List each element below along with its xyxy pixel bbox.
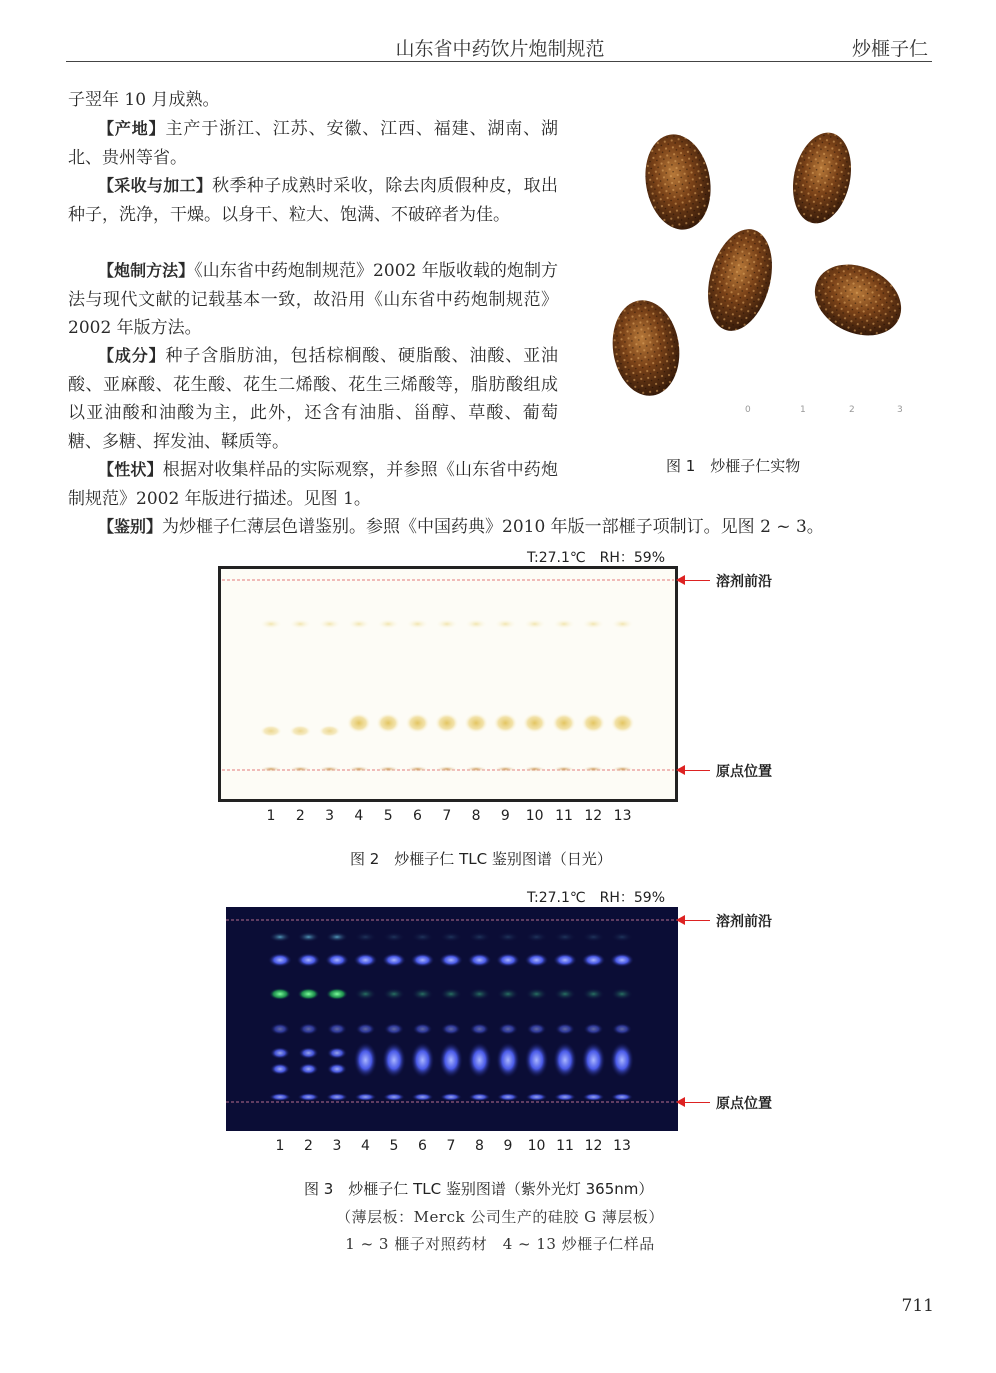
tlc-spot [383,988,405,1000]
tlc-spot [382,953,406,967]
tlc-spot [436,619,458,629]
components-label: 【成分】 [98,346,166,365]
tlc-spot [412,988,434,1000]
lane-number: 11 [556,1138,574,1154]
paragraph-identification [68,513,938,542]
tlc-spot [611,988,633,1000]
scale-label: 3 [897,405,903,415]
lane-number: 12 [584,1138,603,1154]
tlc-spot [612,1023,632,1035]
origin-arrow [678,1102,710,1103]
lane-number: 10 [525,808,544,824]
tlc-spot [610,953,634,967]
tlc-spot [470,1023,490,1035]
paragraph-origin [68,115,558,172]
tlc-spot [526,932,548,942]
tlc-spot [469,988,491,1000]
tlc-spot [411,1042,435,1078]
tlc-spot [582,766,604,772]
origin-arrow [678,770,710,771]
tlc-spot [326,932,348,942]
tlc-spot [413,1023,433,1035]
tlc-spot [583,932,605,942]
lane-number: 11 [555,808,573,824]
tlc-spot [554,988,576,1000]
tlc-spot [497,932,519,942]
lane-number: 6 [413,808,422,824]
tlc-spot [356,1023,376,1035]
tlc-spot [269,1093,291,1101]
tlc-spot [270,1063,290,1075]
harvest-text: 秋季种子成熟时采收，除去肉质假种皮，取出种子，洗净，干燥。以身干、粒大、饱满、不破碎者为佳。 [68,176,558,225]
tlc-spot [348,619,370,629]
method-text: 《山东省中药炮制规范》2002 年版收载的炮制方法与现代文献的记载基本一致，故沿用《山东省中药炮制规范》2002 年版方法。 [68,261,558,339]
tlc-spot [525,953,549,967]
lane-number: 4 [361,1138,370,1154]
figure2-tlc-plate-daylight [218,566,678,802]
tlc-spot [584,1023,604,1035]
tlc-spot [464,713,488,733]
tlc-spot [435,713,459,733]
lane-number: 8 [471,808,481,824]
identification-text: 为炒榧子仁薄层色谱鉴别。参照《中国药典》2010 年版一部榧子项制订。见图 2 ~ 3。 [162,517,824,537]
tlc-spot [260,619,282,629]
tlc-spot [407,619,429,629]
figure1-seeds-photo [600,110,920,430]
lane-number: 1 [275,1138,285,1154]
tlc-spot [269,988,291,1000]
components-text: 种子含脂肪油，包括棕榈酸、硬脂酸、油酸、亚油酸、亚麻酸、花生酸、花生二烯酸、花生三烯酸等，脂肪酸组成以亚油酸和油酸为主，此外，还含有油脂、甾醇、草酸、葡萄糖、多糖、挥发油、鞣质等。 [68,346,558,452]
lane-number: 13 [613,1138,631,1154]
tlc-spot [611,1093,633,1101]
tlc-spot [406,713,430,733]
tlc-spot [581,713,605,733]
lane-number: 1 [266,808,276,824]
tlc-spot [355,988,377,1000]
front-arrow [678,580,710,581]
lane-number: 3 [332,1138,342,1154]
tlc-spot [554,932,576,942]
identification-label: 【鉴别】 [98,517,163,536]
tlc-spot [496,953,520,967]
tlc-spot [383,1093,405,1101]
tlc-spot [354,953,378,967]
figure3-conditions: T:27.1℃ RH：59% [527,890,665,906]
tlc-spot [260,766,282,772]
figure3-origin-label: 原点位置 [716,1096,772,1112]
scale-label: 0 [745,405,751,415]
figure2-origin-label: 原点位置 [716,764,772,780]
running-header-section: 炒榧子仁 [851,38,928,60]
tlc-spot [407,766,429,772]
tlc-spot [582,953,606,967]
tlc-spot [498,1023,518,1035]
tlc-spot [465,619,487,629]
tlc-spot [582,1042,606,1078]
tlc-spot [325,953,349,967]
tlc-spot [439,1042,463,1078]
tlc-spot [610,1042,634,1078]
tlc-spot [436,766,458,772]
paragraph-harvest [68,172,558,229]
tlc-spot [494,766,516,772]
tlc-spot [319,619,341,629]
tlc-spot [270,1047,290,1059]
tlc-spot [494,619,516,629]
tlc-spot [523,713,547,733]
tlc-spot [553,1042,577,1078]
tlc-spot [268,953,292,967]
paragraph-method [68,257,558,343]
tlc-spot [496,1042,520,1078]
tlc-spot [469,1093,491,1101]
tlc-spot [412,932,434,942]
origin-label: 【产地】 [98,119,166,138]
tlc-spot [552,713,576,733]
tlc-spot [555,1023,575,1035]
tlc-spot [468,1042,492,1078]
tlc-spot [553,953,577,967]
tlc-spot [440,932,462,942]
tlc-spot [327,1063,347,1075]
lane-number: 13 [613,808,632,824]
character-text: 根据对收集样品的实际观察，并参照《山东省中药炮制规范》2002 年版进行描述。见图 1。 [68,460,558,509]
tlc-spot [299,1047,319,1059]
tlc-spot [524,619,546,629]
tlc-spot [354,1042,378,1078]
tlc-spot [497,1093,519,1101]
tlc-spot [289,766,311,772]
lane-number: 2 [295,808,305,824]
figure3-note-plate: （薄层板：Merck 公司生产的硅胶 G 薄层板） [336,1208,664,1226]
paragraph-components [68,342,558,456]
tlc-spot [583,1093,605,1101]
tlc-spot [441,1023,461,1035]
tlc-spot [465,766,487,772]
tlc-spot [299,1063,319,1075]
paragraph-character [68,456,558,513]
scale-label: 2 [849,405,855,415]
seed [607,296,686,400]
tlc-spot [298,988,320,1000]
front-arrow [678,920,710,921]
figure3-note-samples: 1 ~ 3 榧子对照药材 4 ~ 13 炒榧子仁样品 [345,1235,655,1253]
tlc-spot [289,725,311,737]
header-rule [66,61,932,62]
figure2-front-label: 溶剂前沿 [716,574,772,590]
seed [698,222,783,338]
tlc-spot [269,932,291,942]
tlc-spot [493,713,517,733]
lane-number: 6 [418,1138,427,1154]
tlc-spot [611,713,635,733]
tlc-spot [260,725,282,737]
tlc-spot [289,619,311,629]
tlc-spot [583,988,605,1000]
tlc-spot [355,1093,377,1101]
tlc-spot [326,988,348,1000]
lane-number: 7 [442,808,452,824]
seed [803,251,912,349]
tlc-spot [297,953,321,967]
tlc-spot [377,619,399,629]
tlc-spot [383,932,405,942]
seed [785,127,859,229]
tlc-spot [525,1042,549,1078]
lane-number: 5 [383,808,393,824]
lane-number: 9 [500,808,510,824]
tlc-spot [497,988,519,1000]
harvest-label: 【采收与加工】 [98,176,213,195]
tlc-spot [527,1023,547,1035]
paragraph-continuation [68,86,558,115]
tlc-spot [299,1023,319,1035]
lane-number: 10 [527,1138,546,1154]
tlc-spot [326,1093,348,1101]
lane-number: 3 [325,808,335,824]
tlc-spot [524,766,546,772]
tlc-spot [582,619,604,629]
tlc-spot [612,619,634,629]
figure2-caption: 图 2 炒榧子仁 TLC 鉴别图谱（日光） [350,850,612,868]
figure1-caption: 图 1 炒榧子仁实物 [666,457,801,475]
figure2-conditions: T:27.1℃ RH：59% [527,550,665,566]
page-number: 711 [901,1296,934,1316]
tlc-spot [377,766,399,772]
tlc-spot [440,988,462,1000]
tlc-spot [382,1042,406,1078]
tlc-spot [526,988,548,1000]
tlc-spot [347,713,371,733]
tlc-spot [469,932,491,942]
tlc-spot [611,932,633,942]
lane-number: 2 [304,1138,313,1154]
tlc-spot [411,953,435,967]
figure3-tlc-plate-uv [226,907,678,1131]
tlc-spot [327,1023,347,1035]
tlc-spot [298,1093,320,1101]
tlc-spot [412,1093,434,1101]
tlc-spot [384,1023,404,1035]
character-label: 【性状】 [98,460,163,479]
lane-number: 4 [354,808,364,824]
tlc-spot [270,1023,290,1035]
running-header-title: 山东省中药饮片炮制规范 [395,38,605,60]
tlc-spot [612,766,634,772]
origin-text: 主产于浙江、江苏、安徽、江西、福建、湖南、湖北、贵州等省。 [68,119,558,168]
tlc-spot [440,1093,462,1101]
tlc-spot [348,766,370,772]
lane-number: 12 [584,808,603,824]
lane-number: 8 [475,1138,484,1154]
tlc-spot [376,713,400,733]
tlc-spot [468,953,492,967]
scale-label: 1 [800,405,806,415]
tlc-spot [355,932,377,942]
tlc-spot [553,619,575,629]
tlc-spot [553,766,575,772]
lane-number: 9 [503,1138,513,1154]
lane-number: 7 [446,1138,456,1154]
lane-number: 5 [389,1138,399,1154]
tlc-spot [327,1047,347,1059]
tlc-spot [439,953,463,967]
continuation-text: 子翌年 10 月成熟。 [68,90,220,110]
figure3-front-label: 溶剂前沿 [716,914,772,930]
figure3-caption: 图 3 炒榧子仁 TLC 鉴别图谱（紫外光灯 365nm） [304,1180,654,1198]
tlc-spot [554,1093,576,1101]
tlc-spot [526,1093,548,1101]
tlc-spot [319,725,341,737]
tlc-spot [298,932,320,942]
seed [638,129,718,235]
method-label: 【炮制方法】 [98,261,195,280]
tlc-spot [319,766,341,772]
